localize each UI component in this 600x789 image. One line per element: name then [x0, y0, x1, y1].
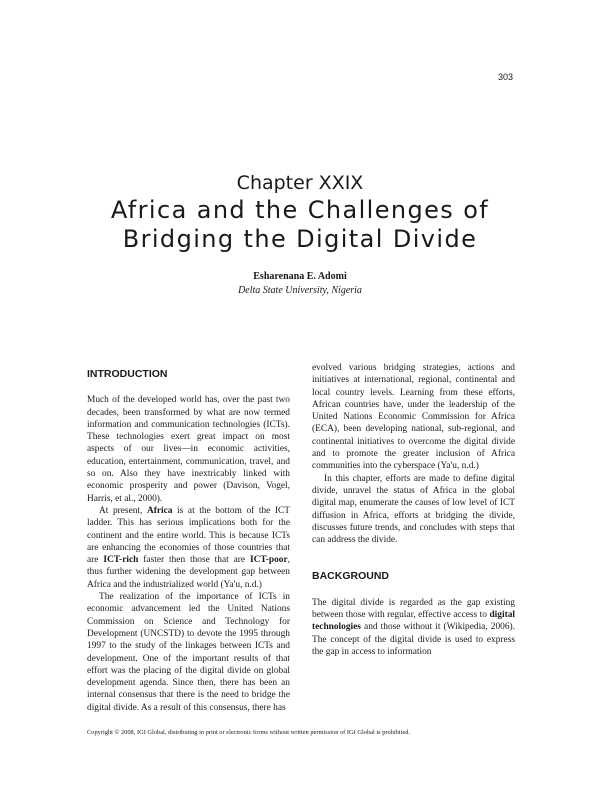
chapter-title-line-1: Africa and the Challenges of	[110, 196, 490, 224]
intro-paragraph-3-continued: evolved various bridging strategies, actions and initiatives at international, regional, continental and local country levels. Learning from these efforts, African countries have, under the leadership of the United Nations Economic Commission for Africa (ECA), been developing national, sub-regional, and continental initiatives to overcome the digital divide and to promote the greater inclusion of Africa communities into the cyberspace (Ya'u, n.d.)	[312, 363, 515, 472]
chapter-header	[0, 172, 600, 253]
left-column	[87, 362, 290, 714]
intro-p2-text-c: faster then those that are	[138, 555, 250, 566]
author-affiliation: Delta State University, Nigeria	[238, 285, 362, 296]
introduction-heading: INTRODUCTION	[87, 368, 168, 380]
author-block	[0, 270, 600, 298]
chapter-title-line-2: Bridging the Digital Divide	[122, 225, 478, 253]
intro-paragraph-3: The realization of the importance of ICTs in economic advancement led the United Nations Commission on Science and Technology for Development (UNCSTD) to devote the 1995 through 1997 to the study of the linkages between ICTs and development. One of the important results of that effort was the placing of the digital divide on global development agenda. Since then, there has been an internal consensus that there is the need to bridge the digital divide. As a result of this consensus, there has	[87, 592, 290, 713]
author-name: Esharenana E. Adomi	[253, 271, 347, 282]
intro-p2-text-d: , thus further widening the development gap between Africa and the industrialized world (Ya'u, n.d.)	[87, 555, 290, 590]
intro-p2-bold-ict-rich: ICT-rich	[103, 555, 139, 566]
background-paragraph-1	[312, 597, 515, 658]
intro-paragraph-2	[87, 505, 290, 591]
intro-paragraph-1: Much of the developed world has, over the past two decades, been transformed by what are now termed information and communication technologies (ICTs). These technologies exert great impact on most aspects of our lives—in economic activities, education, entertainment, communication, travel, and so on. Also they have inextricably linked with economic prosperity and power (Davison, Vogel, Harris, et al., 2000).	[87, 395, 290, 504]
intro-p2-bold-ict-poor: ICT-poor	[249, 555, 288, 566]
background-p1-text-b: and those without it (Wikipedia, 2006). The concept of the digital divide is used to express the gap in access to information	[312, 622, 515, 657]
intro-p2-text-a: At present,	[99, 505, 147, 516]
intro-p2-text-b: is at the bottom of the ICT ladder. This has serious implications both for the continent and the entire world. This is because ICTs are enhancing the economies of those countries that are	[87, 505, 290, 566]
intro-paragraph-4: In this chapter, efforts are made to define digital divide, unravel the status of Africa in the global digital map, enumerate the causes of low level of ICT diffusion in Africa, efforts at bridging the divide, discusses future trends, and concludes with steps that can address the divide.	[312, 473, 515, 546]
background-p1-bold: digital technologies	[312, 610, 515, 633]
background-p1-text-a: The digital divide is regarded as the gap existing between those with regular, effective access to	[312, 597, 515, 621]
intro-p2-bold-africa: Africa	[146, 505, 173, 516]
chapter-label: Chapter XXIX	[236, 172, 364, 194]
copyright-footer: Copyright © 2008, IGI Global, distributing in print or electronic forms without written permission of IGI Global is prohibited.	[87, 729, 411, 736]
page-number: 303	[497, 72, 513, 82]
right-column	[312, 362, 515, 658]
background-heading: BACKGROUND	[312, 570, 389, 583]
